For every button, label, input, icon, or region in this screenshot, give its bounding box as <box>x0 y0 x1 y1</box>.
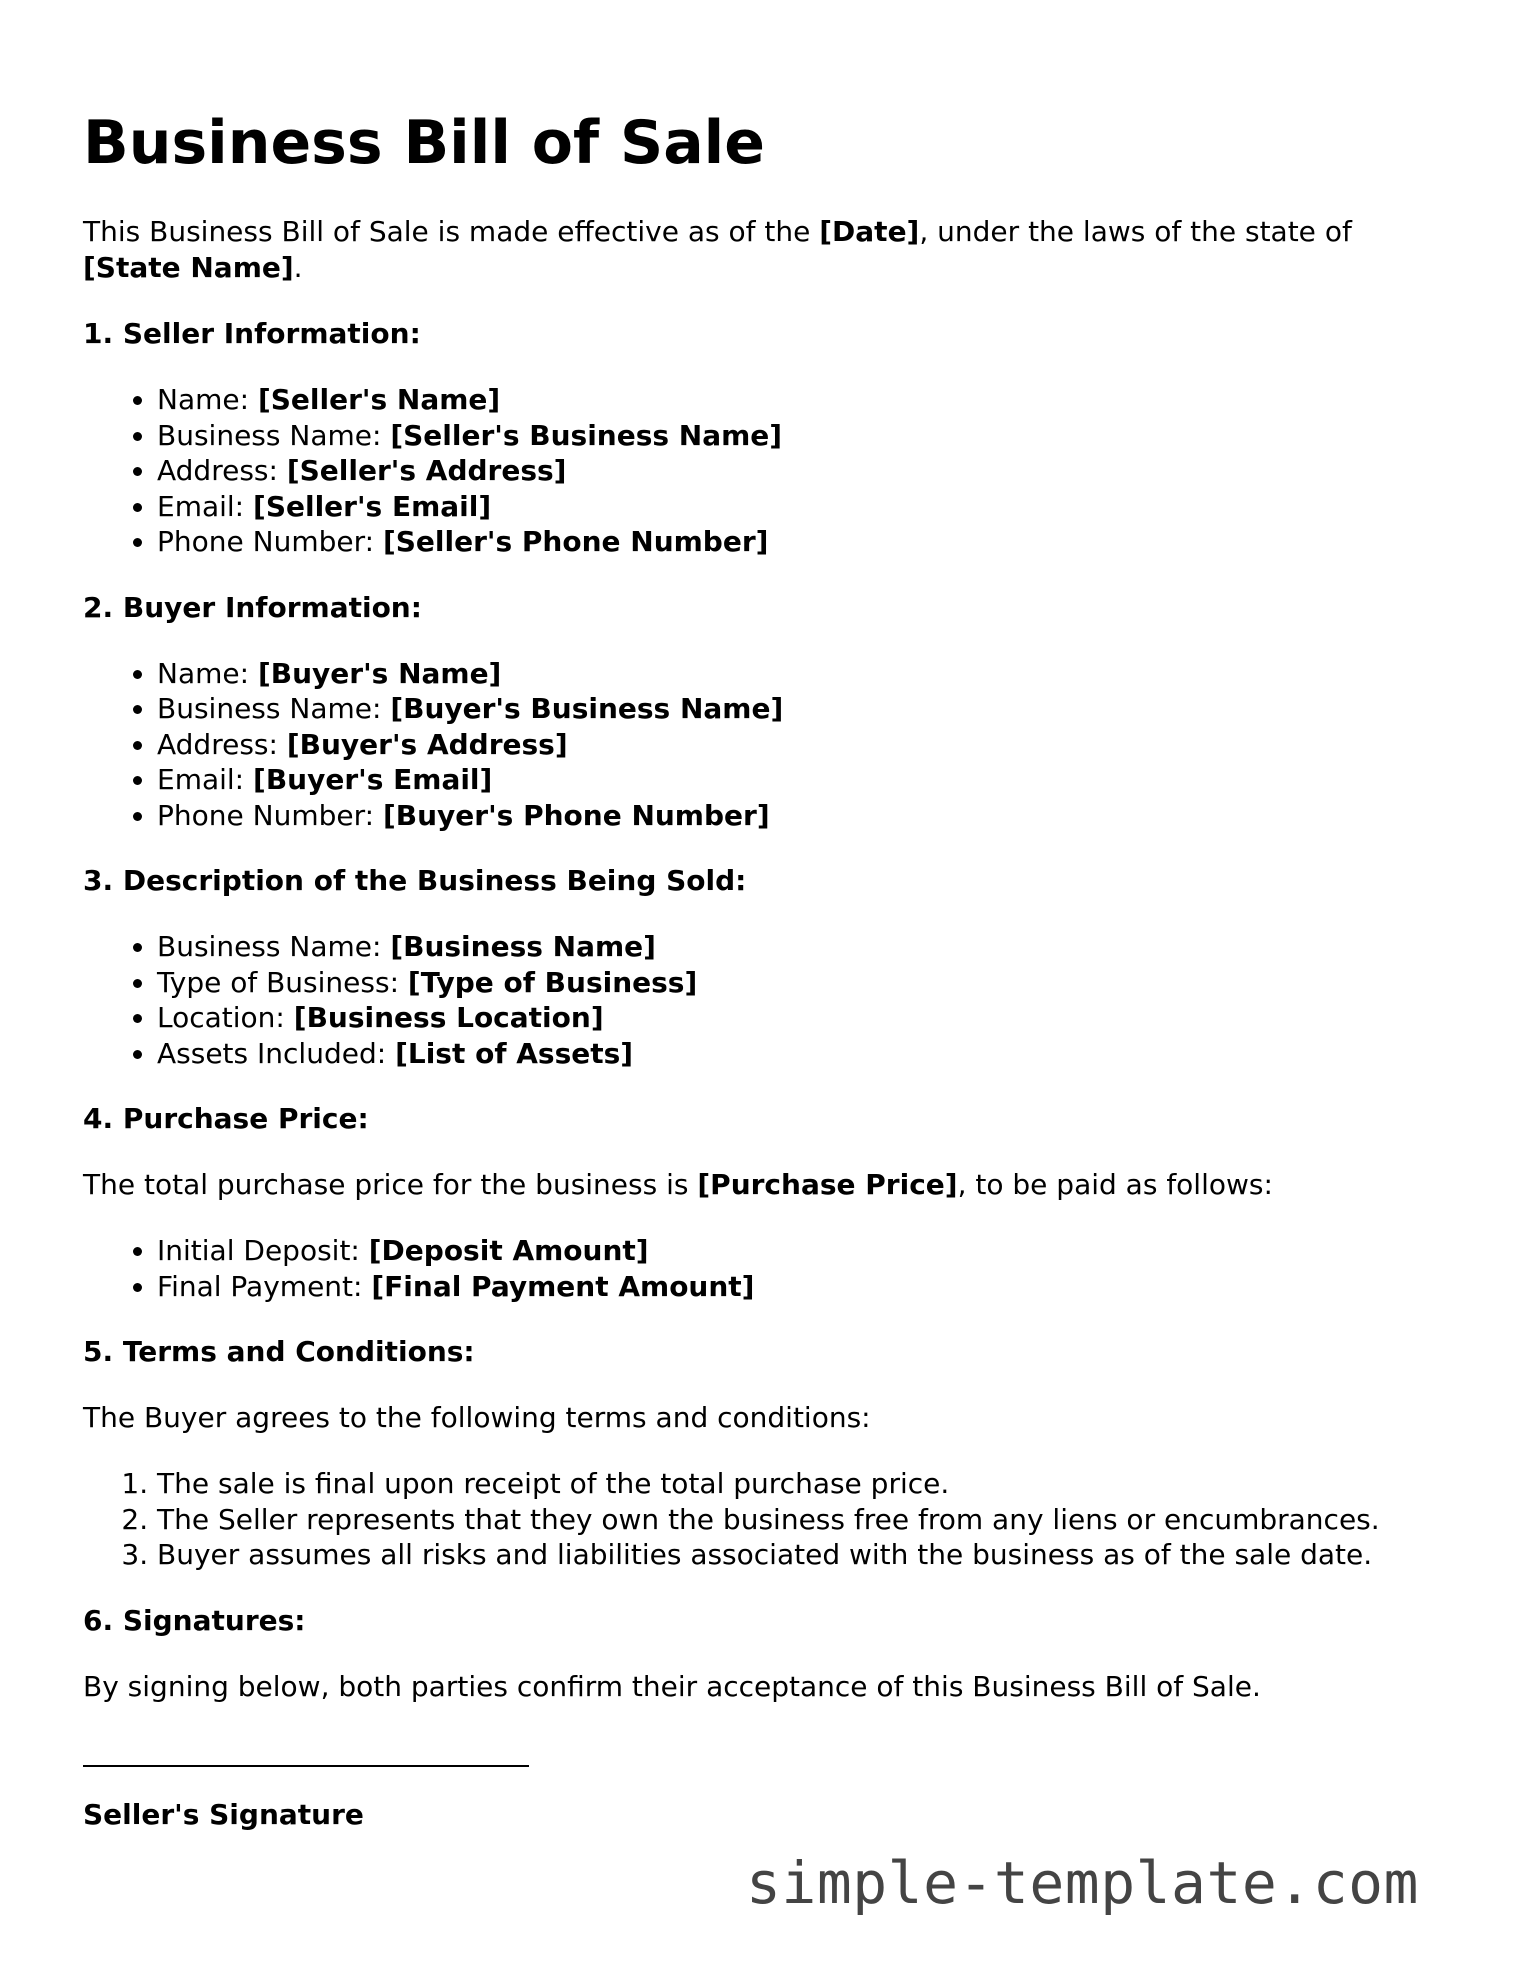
description-list <box>83 929 1453 1071</box>
item-label: Name: <box>157 383 258 416</box>
item-value: [Seller's Name] <box>257 383 501 416</box>
item-label: Name: <box>157 656 258 690</box>
list-item <box>157 691 1453 727</box>
list-item <box>157 1036 1453 1072</box>
item-value: [Type of Business] <box>407 965 698 999</box>
price-placeholder: [Purchase Price] <box>697 1168 958 1201</box>
list-item <box>157 929 1453 965</box>
item-label: Assets Included: <box>157 1036 396 1070</box>
price-text: The total purchase price for the business is <box>83 1168 698 1201</box>
item-value: [List of Assets] <box>395 1036 634 1070</box>
item-label: Location: <box>157 1001 294 1034</box>
item-value: [Seller's Business Name] <box>390 418 783 452</box>
date-placeholder: [Date] <box>819 215 920 248</box>
seller-list <box>83 382 1453 560</box>
list-item <box>157 1233 1453 1269</box>
item-value: [Buyer's Address] <box>286 727 568 761</box>
watermark: simple-template.com <box>746 1849 1419 1917</box>
list-item <box>157 453 1453 489</box>
item-value: [Seller's Email] <box>253 489 492 523</box>
item-label: Type of Business: <box>157 965 408 999</box>
document-title: Business Bill of Sale <box>83 108 765 178</box>
list-item <box>157 965 1453 1001</box>
item-value: [Seller's Address] <box>286 454 567 487</box>
seller-signature-line <box>83 1765 529 1767</box>
list-item <box>157 656 1453 692</box>
list-item <box>157 1000 1453 1036</box>
terms-intro: The Buyer agrees to the following terms and conditions: <box>83 1401 871 1434</box>
state-placeholder: [State Name] <box>83 251 294 284</box>
item-value: [Buyer's Name] <box>257 656 502 690</box>
price-heading: 4. Purchase Price: <box>83 1102 369 1135</box>
item-label: Final Payment: <box>157 1269 372 1303</box>
list-item <box>157 382 1453 418</box>
item-value: [Seller's Phone Number] <box>382 525 769 558</box>
item-label: Business Name: <box>157 692 391 725</box>
terms-heading: 5. Terms and Conditions: <box>83 1335 475 1368</box>
payment-list <box>83 1233 1453 1304</box>
item-label: Email: <box>157 763 254 796</box>
list-item <box>157 418 1453 454</box>
item-value: [Business Location] <box>293 1001 604 1034</box>
description-heading: 3. Description of the Business Being Sold: <box>83 864 747 897</box>
item-label: Initial Deposit: <box>157 1234 369 1267</box>
list-item <box>157 798 1453 834</box>
terms-list <box>83 1466 1453 1573</box>
item-value: [Deposit Amount] <box>368 1234 649 1267</box>
item-label: Phone Number: <box>157 798 383 832</box>
intro-text: This Business Bill of Sale is made effective as of the <box>83 215 820 248</box>
list-item <box>157 489 1453 525</box>
price-text: , to be paid as follows: <box>957 1168 1273 1201</box>
signatures-heading: 6. Signatures: <box>83 1603 306 1637</box>
intro-paragraph <box>83 214 1453 286</box>
item-value: [Buyer's Email] <box>253 763 493 796</box>
list-item: 1. The sale is final upon receipt of the total purchase price. <box>157 1466 1453 1502</box>
item-label: Email: <box>157 489 254 523</box>
item-label: Business Name: <box>157 418 391 452</box>
intro-text: , under the laws of the state of <box>919 215 1352 248</box>
item-label: Phone Number: <box>157 525 383 558</box>
list-item: 2. The Seller represents that they own the business free from any liens or encumbrances. <box>157 1502 1453 1538</box>
list-item <box>157 524 1453 560</box>
list-item <box>157 762 1453 798</box>
list-item <box>157 1269 1453 1305</box>
seller-heading: 1. Seller Information: <box>83 317 421 350</box>
intro-text: . <box>293 251 303 284</box>
document-page <box>83 100 1453 1833</box>
item-label: Address: <box>157 727 287 761</box>
seller-signature-label: Seller's Signature <box>83 1797 364 1831</box>
item-label: Address: <box>157 454 287 487</box>
buyer-heading: 2. Buyer Information: <box>83 590 422 624</box>
item-value: [Final Payment Amount] <box>371 1269 755 1303</box>
price-paragraph <box>83 1167 1453 1203</box>
item-value: [Buyer's Business Name] <box>390 692 784 725</box>
list-item <box>157 727 1453 763</box>
list-item: 3. Buyer assumes all risks and liabilities associated with the business as of the sale date. <box>157 1537 1453 1573</box>
item-value: [Buyer's Phone Number] <box>382 798 770 832</box>
buyer-list <box>83 656 1453 834</box>
item-value: [Business Name] <box>390 930 656 963</box>
item-label: Business Name: <box>157 930 391 963</box>
signatures-text: By signing below, both parties confirm their acceptance of this Business Bill of Sale. <box>83 1669 1261 1703</box>
